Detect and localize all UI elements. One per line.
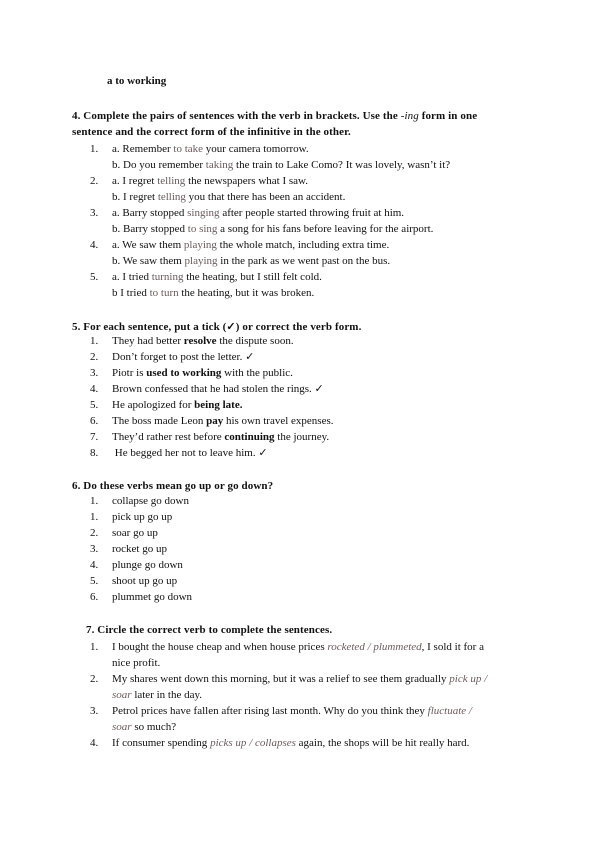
section-4-item-a: [90, 206, 404, 220]
sentence-text: They had better: [112, 335, 184, 347]
item-number: 2.: [90, 673, 99, 685]
sentence-text: with the public.: [221, 367, 293, 379]
section-5-title: 5. For each sentence, put a tick (✓) or correct the verb form.: [72, 321, 362, 333]
answer-verb: playing: [184, 255, 218, 267]
item-number: 6.: [90, 415, 99, 427]
item-number: 3.: [90, 207, 99, 219]
item-number: 1.: [90, 641, 99, 653]
sentence-text: a. Remember: [112, 143, 174, 155]
section-5-item: [90, 366, 293, 380]
item-number: 5.: [90, 575, 99, 587]
sentence-text: again, the shops will be hit really hard.: [295, 737, 470, 749]
answer-verb: telling: [157, 175, 186, 187]
item-number: 4.: [90, 559, 99, 571]
sentence-text: the newspapers what I saw.: [185, 175, 309, 187]
verb-meaning: plunge go down: [112, 559, 183, 571]
item-number: 1.: [90, 495, 99, 507]
item-number: 7.: [90, 431, 99, 443]
sentence-text: I bought the house cheap and when house prices: [112, 641, 328, 653]
section-7-title: 7. Circle the correct verb to complete the sentences.: [86, 624, 333, 636]
verb-meaning: shoot up go up: [112, 575, 178, 587]
item-number: 2.: [90, 351, 99, 363]
answer-verb: taking: [205, 159, 234, 171]
sentence-text: so much?: [131, 721, 177, 733]
section-5-item: [90, 398, 242, 412]
section-5-item: [90, 350, 254, 364]
verb-choice: pick up /: [449, 673, 488, 685]
sentence-text: Don’t forget to post the letter. ✓: [112, 351, 255, 363]
sentence-text: b I tried: [112, 287, 150, 299]
sentence-text: b. Barry stopped: [112, 223, 188, 235]
section-5-item: [90, 430, 329, 444]
item-number: 8.: [90, 447, 99, 459]
corrected-verb: continuing: [224, 431, 275, 443]
section-5-item: [90, 334, 294, 348]
sentence-text: Petrol prices have fallen after rising last month. Why do you think they: [112, 705, 428, 717]
sentence-text: your camera tomorrow.: [203, 143, 309, 155]
answer-verb: playing: [183, 239, 217, 251]
verb-meaning: rocket go up: [112, 543, 167, 555]
section-4-title-line-2: sentence and the correct form of the infinitive in the other.: [72, 126, 351, 138]
section-7-item-line-2: [112, 688, 202, 702]
answer-verb: to take: [173, 143, 204, 155]
section-4-item-b: [112, 158, 450, 172]
verb-choice: fluctuate /: [427, 705, 472, 717]
sentence-text: in the park as we went past on the bus.: [217, 255, 391, 267]
item-number: 5.: [90, 271, 99, 283]
sentence-text: b. I regret: [112, 191, 158, 203]
section-4-item-b: [112, 286, 314, 300]
item-number: 3.: [90, 543, 99, 555]
intro-line: a to working: [107, 75, 167, 87]
sentence-text: after people started throwing fruit at him.: [219, 207, 405, 219]
sentence-text: They’d rather rest before: [112, 431, 225, 443]
item-number: 3.: [90, 367, 99, 379]
sentence-text: He apologized for: [112, 399, 195, 411]
verb-choice: soar: [112, 721, 132, 733]
item-number: 4.: [90, 737, 99, 749]
sentence-text: nice profit.: [112, 657, 161, 669]
sentence-text: Piotr is: [112, 367, 147, 379]
sentence-text: the heating, but it was broken.: [178, 287, 315, 299]
verb-meaning: plummet go down: [112, 591, 193, 603]
section-5-item: [90, 446, 268, 460]
section-6-item: [90, 542, 167, 556]
verb-meaning: soar go up: [112, 527, 158, 539]
sentence-text: you that there has been an accident.: [185, 191, 346, 203]
section-4-title-part-a: 4. Complete the pairs of sentences with the verb in brackets. Use the: [72, 110, 401, 122]
item-number: 2.: [90, 175, 99, 187]
sentence-text: a. I regret: [112, 175, 158, 187]
section-4-item-a: [90, 142, 309, 156]
sentence-text: Brown confessed that he had stolen the rings. ✓: [112, 383, 324, 395]
verb-meaning: collapse go down: [112, 495, 189, 507]
section-7-item-line-2: [112, 720, 176, 734]
corrected-verb: used to working: [146, 367, 222, 379]
sentence-text: b. Do you remember: [112, 159, 206, 171]
section-6-item: [90, 526, 158, 540]
section-6-item: [90, 510, 172, 524]
sentence-text: The boss made Leon: [112, 415, 207, 427]
section-5-item: [90, 414, 334, 428]
sentence-text: a. We saw them: [112, 239, 184, 251]
item-number: 1.: [90, 143, 99, 155]
verb-choice: picks up / collapses: [210, 737, 296, 749]
answer-verb: singing: [187, 207, 220, 219]
sentence-text: He begged her not to leave him. ✓: [112, 447, 268, 459]
sentence-text: the heating, but I still felt cold.: [183, 271, 322, 283]
section-6-item: [90, 590, 192, 604]
answer-verb: telling: [157, 191, 186, 203]
section-7-item-line-1: [90, 640, 484, 654]
sentence-text: his own travel expenses.: [223, 415, 334, 427]
section-4-item-a: [90, 270, 322, 284]
sentence-text: the train to Lake Como? It was lovely, wasn’t it?: [233, 159, 451, 171]
section-4-item-b: [112, 222, 433, 236]
corrected-verb: pay: [206, 415, 224, 427]
section-6-item: [90, 494, 189, 508]
sentence-text: , I sold it for a: [421, 641, 484, 653]
section-4-item-a: [90, 238, 389, 252]
item-number: 4.: [90, 383, 99, 395]
item-number: 6.: [90, 591, 99, 603]
sentence-text: b. We saw them: [112, 255, 185, 267]
section-4-item-b: [112, 190, 345, 204]
answer-verb: to turn: [149, 287, 179, 299]
sentence-text: a. Barry stopped: [112, 207, 188, 219]
item-number: 1.: [90, 511, 99, 523]
sentence-text: the dispute soon.: [216, 335, 294, 347]
sentence-text: If consumer spending: [112, 737, 211, 749]
corrected-verb: resolve: [183, 335, 217, 347]
item-number: 4.: [90, 239, 99, 251]
section-7-item-line-2: [112, 656, 160, 670]
sentence-text: the journey.: [274, 431, 330, 443]
section-4-title-part-b: form in one: [418, 110, 478, 122]
section-7-item-line-1: [90, 736, 469, 750]
answer-verb: to sing: [187, 223, 218, 235]
sentence-text: later in the day.: [131, 689, 203, 701]
corrected-verb: being late.: [194, 399, 243, 411]
item-number: 3.: [90, 705, 99, 717]
section-7-item-line-1: [90, 704, 472, 718]
sentence-text: a song for his fans before leaving for the airport.: [217, 223, 434, 235]
answer-verb: turning: [151, 271, 184, 283]
sentence-text: the whole match, including extra time.: [216, 239, 390, 251]
section-7-item-line-1: [90, 672, 487, 686]
section-4-item-a: [90, 174, 308, 188]
verb-meaning: pick up go up: [112, 511, 173, 523]
section-4-title-ing: -ing: [400, 110, 419, 122]
section-6-title: 6. Do these verbs mean go up or go down?: [72, 480, 274, 492]
section-4-title-line-1: [72, 110, 477, 122]
section-4-item-b: [112, 254, 390, 268]
item-number: 2.: [90, 527, 99, 539]
sentence-text: a. I tried: [112, 271, 152, 283]
section-5-item: [90, 382, 324, 396]
section-6-item: [90, 558, 183, 572]
verb-choice: soar: [112, 689, 132, 701]
section-6-item: [90, 574, 177, 588]
item-number: 1.: [90, 335, 99, 347]
item-number: 5.: [90, 399, 99, 411]
verb-choice: rocketed / plummeted: [327, 641, 422, 653]
sentence-text: My shares went down this morning, but it was a relief to see them gradually: [112, 673, 450, 685]
